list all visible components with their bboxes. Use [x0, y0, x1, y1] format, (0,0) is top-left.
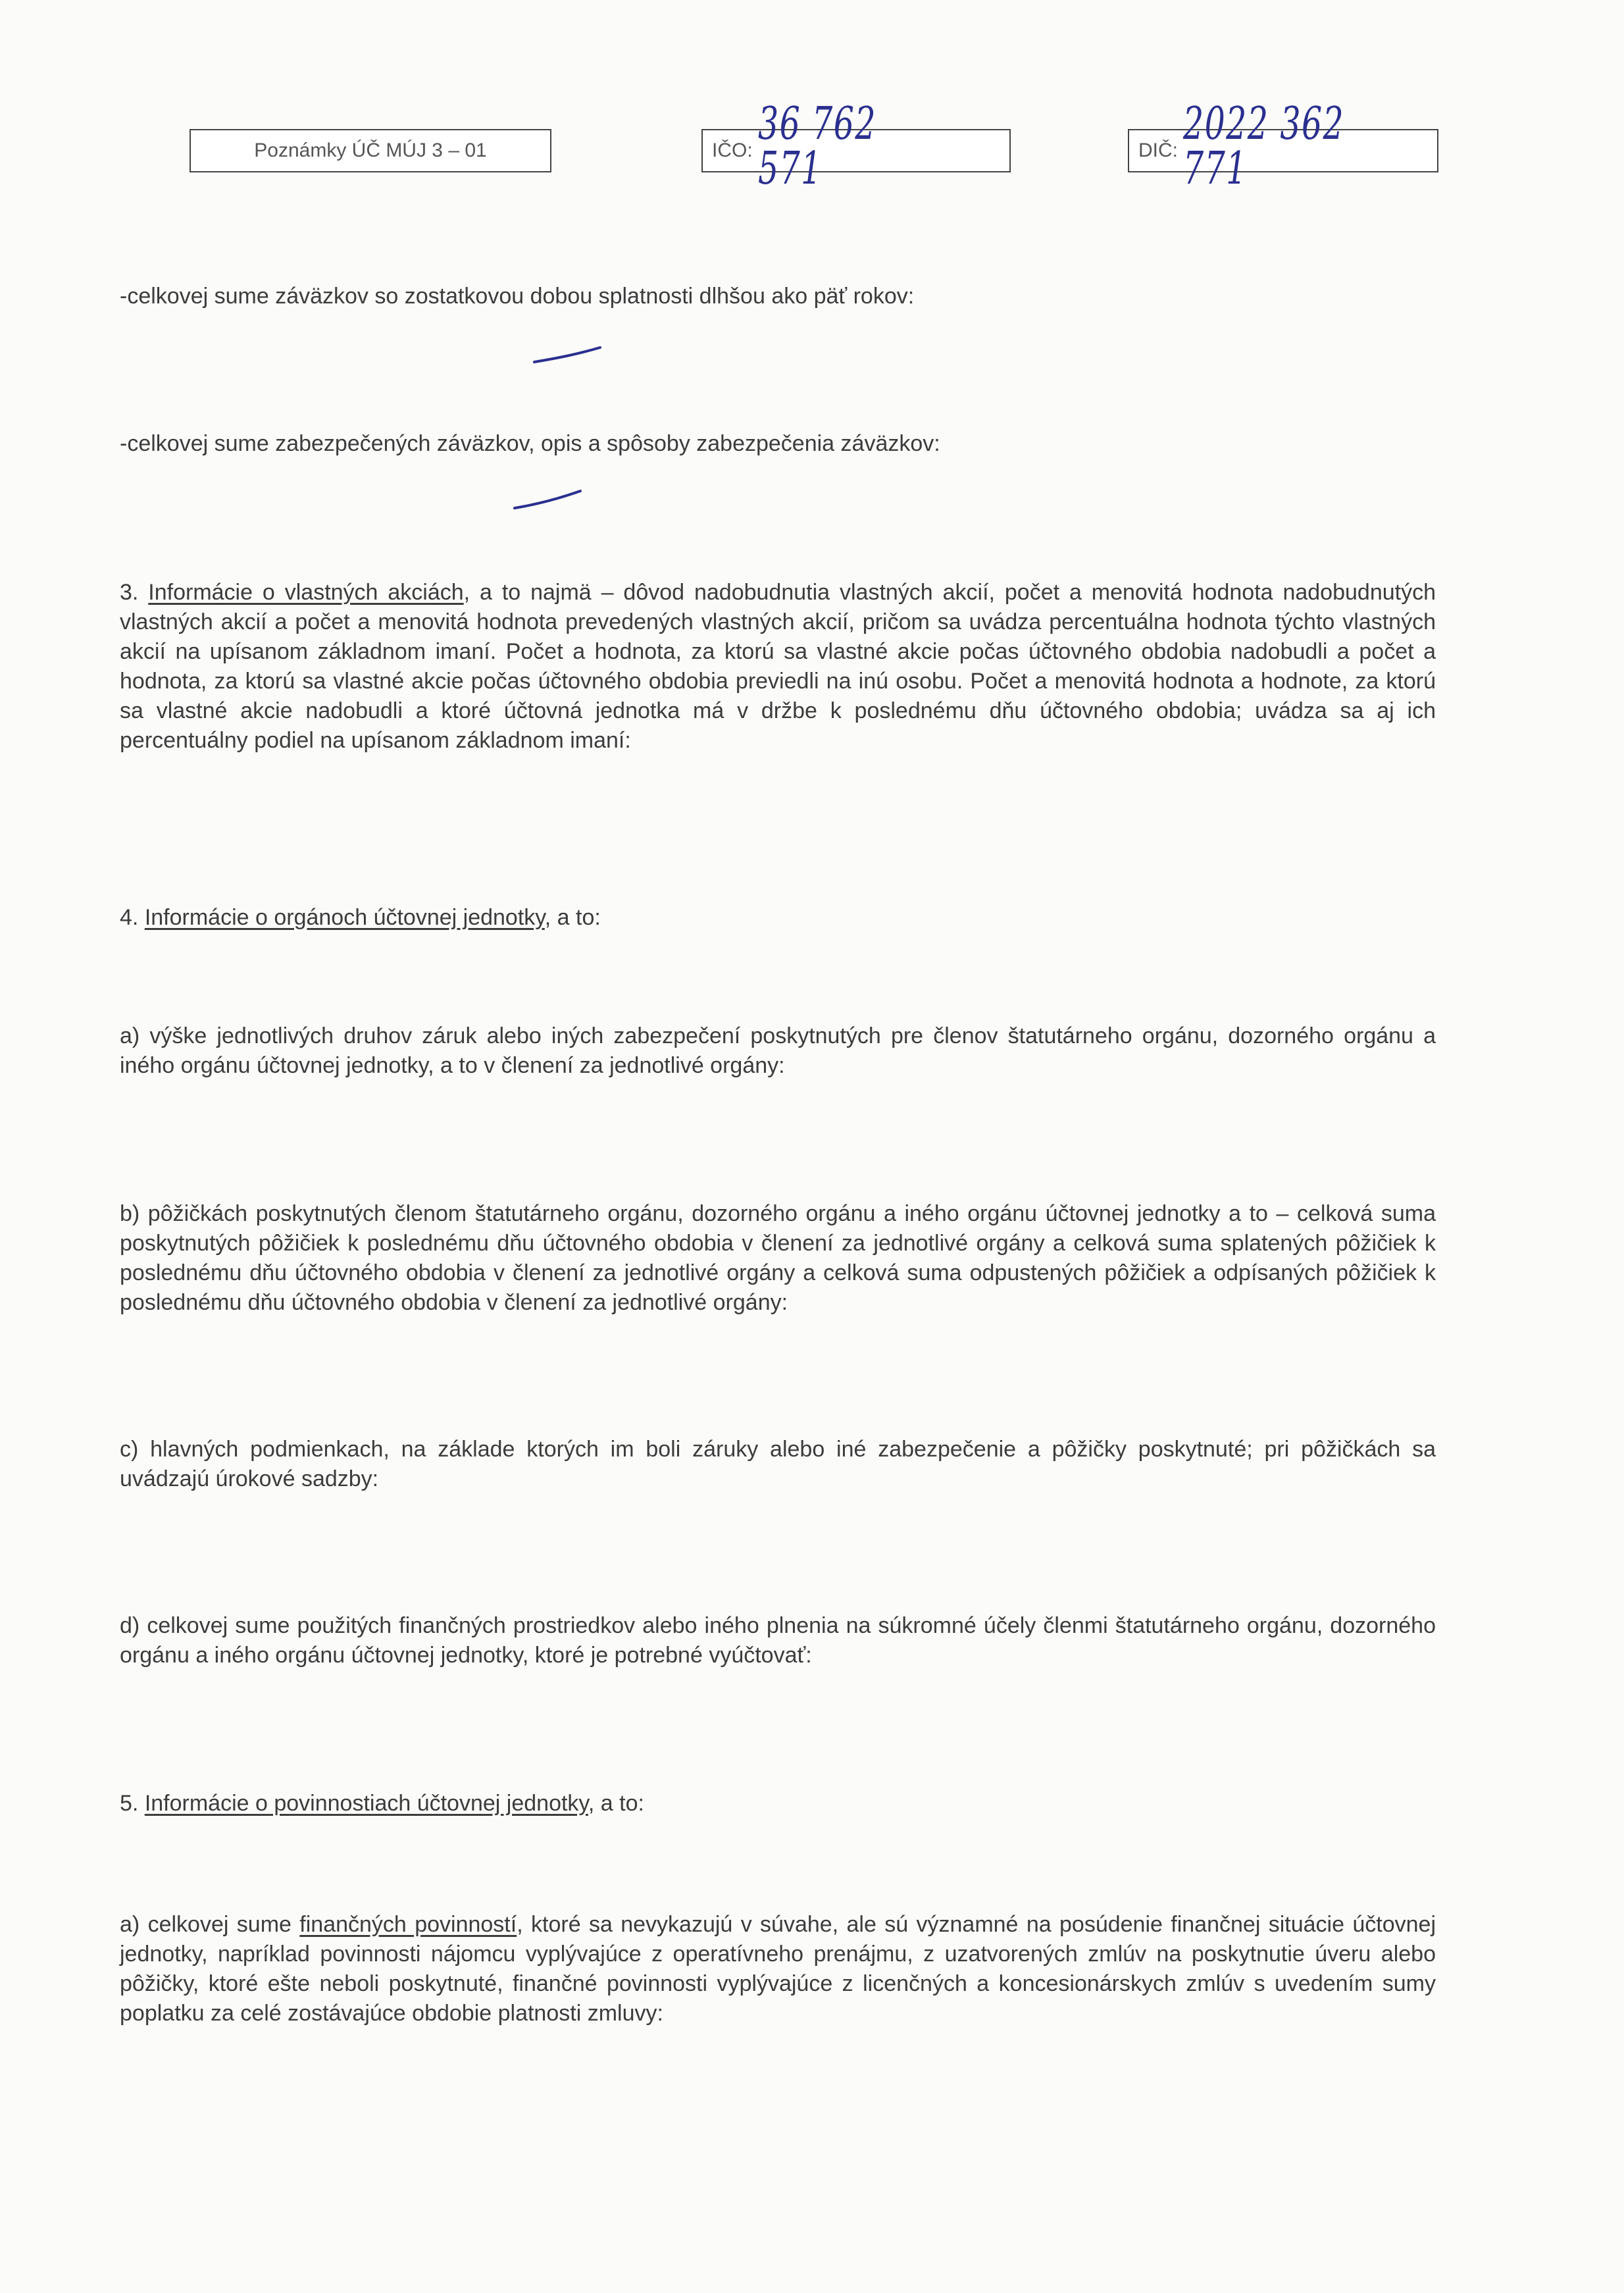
section-5-heading: [120, 1789, 1436, 1818]
section-5-number: 5.: [120, 1791, 139, 1816]
long-term-liabilities-line: -celkovej sume záväzkov so zostatkovou dobou splatnosti dlhšou ako päť rokov:: [120, 284, 915, 309]
section-3-number: 3.: [120, 580, 139, 605]
section-4-number: 4.: [120, 905, 139, 930]
handwritten-dash-2: [512, 487, 584, 513]
dic-handwritten-value: 2022 362 771: [1183, 98, 1345, 195]
section-5-item-a: [120, 1910, 1436, 2028]
secured-liabilities-line: -celkovej sume zabezpečených záväzkov, opis a spôsoby zabezpečenia záväzkov:: [120, 431, 940, 456]
section-5-suffix: , a to:: [588, 1791, 644, 1816]
ico-handwritten-value: 36 762 571: [757, 98, 876, 195]
form-label-box: [190, 129, 551, 172]
section-4-suffix: , a to:: [544, 905, 601, 930]
form-label: Poznámky ÚČ MÚJ 3 – 01: [254, 140, 487, 161]
section-4-title: Informácie o orgánoch účtovnej jednotky: [144, 905, 545, 930]
dic-label: DIČ:: [1138, 140, 1178, 161]
section-5-item-a-term: finančných povinností: [299, 1912, 517, 1937]
section-3-body: , a to najmä – dôvod nadobudnutia vlastných akcií, počet a menovitá hodnota nadobudnutých vlastných akcií a počet a menovitá hodnota prevedených vlastných akcií, pričom sa uvádza percentuálna hodnota týchto vlastných akcií na upísanom základnom imaní. Počet a hodnota, za ktorú sa vlastné akcie počas účtovného obdobia nadobudli a počet a hodnota, za ktorú sa vlastné akcie počas účtovného obdobia previedli na inú osobu. Počet a menovitá hodnota a hodnote, za ktorú sa vlastné akcie nadobudli a ktoré účtovná jednotka má v držbe k poslednému dňu účtovného obdobia; uvádza sa aj ich percentuálny podiel na upísanom základnom imaní:: [120, 580, 1436, 753]
section-5-title: Informácie o povinnostiach účtovnej jednotky: [144, 1791, 588, 1816]
ico-label: IČO:: [712, 140, 753, 161]
section-3-paragraph: [120, 578, 1436, 756]
handwritten-dash-1: [532, 342, 604, 369]
section-5-item-a-rest: , ktoré sa nevykazujú v súvahe, ale sú významné na posúdenie finančnej situácie účtovnej jednotky, napríklad povinnosti nájomcu vyplývajúce z operatívneho prenájmu, z uzatvorených zmlúv na poskytnutie úveru alebo pôžičky, ktoré ešte neboli poskytnuté, finančné povinnosti vyplývajúce z licenčných a koncesionárskych zmlúv s uvedením sumy poplatku za celé zostávajúce obdobie platnosti zmluvy:: [120, 1912, 1436, 2026]
section-4-item-d: d) celkovej sume použitých finančných prostriedkov alebo iného plnenia na súkromné účely členmi štatutárneho orgánu, dozorného orgánu a iného orgánu účtovnej jednotky, ktoré je potrebné vyúčtovať:: [120, 1613, 1436, 1668]
section-4-item-c: c) hlavných podmienkach, na základe ktorých im boli záruky alebo iné zabezpečenie a pôžičky poskytnuté; pri pôžičkách sa uvádzajú úrokové sadzby:: [120, 1437, 1436, 1491]
section-3-title: Informácie o vlastných akciách: [148, 580, 464, 605]
dic-box: [1128, 98, 1438, 195]
section-4-item-b: b) pôžičkách poskytnutých členom štatutárneho orgánu, dozorného orgánu a iného orgánu účtovnej jednotky a to – celková suma poskytnutých pôžičiek k poslednému dňu účtovného obdobia v členení za jednotlivé orgány a celková suma splatených pôžičiek k poslednému dňu účtovného obdobia v členení za jednotlivé orgány a celková suma odpustených pôžičiek a odpísaných pôžičiek k poslednému dňu účtovného obdobia v členení za jednotlivé orgány:: [120, 1201, 1436, 1315]
ico-box: [701, 98, 1011, 195]
section-4-heading: [120, 903, 1436, 933]
section-5-item-a-prefix: a) celkovej sume: [120, 1912, 300, 1937]
section-4-item-a: a) výške jednotlivých druhov záruk alebo iných zabezpečení poskytnutých pre členov štatutárneho orgánu, dozorného orgánu a iného orgánu účtovnej jednotky, a to v členení za jednotlivé orgány:: [120, 1023, 1436, 1078]
